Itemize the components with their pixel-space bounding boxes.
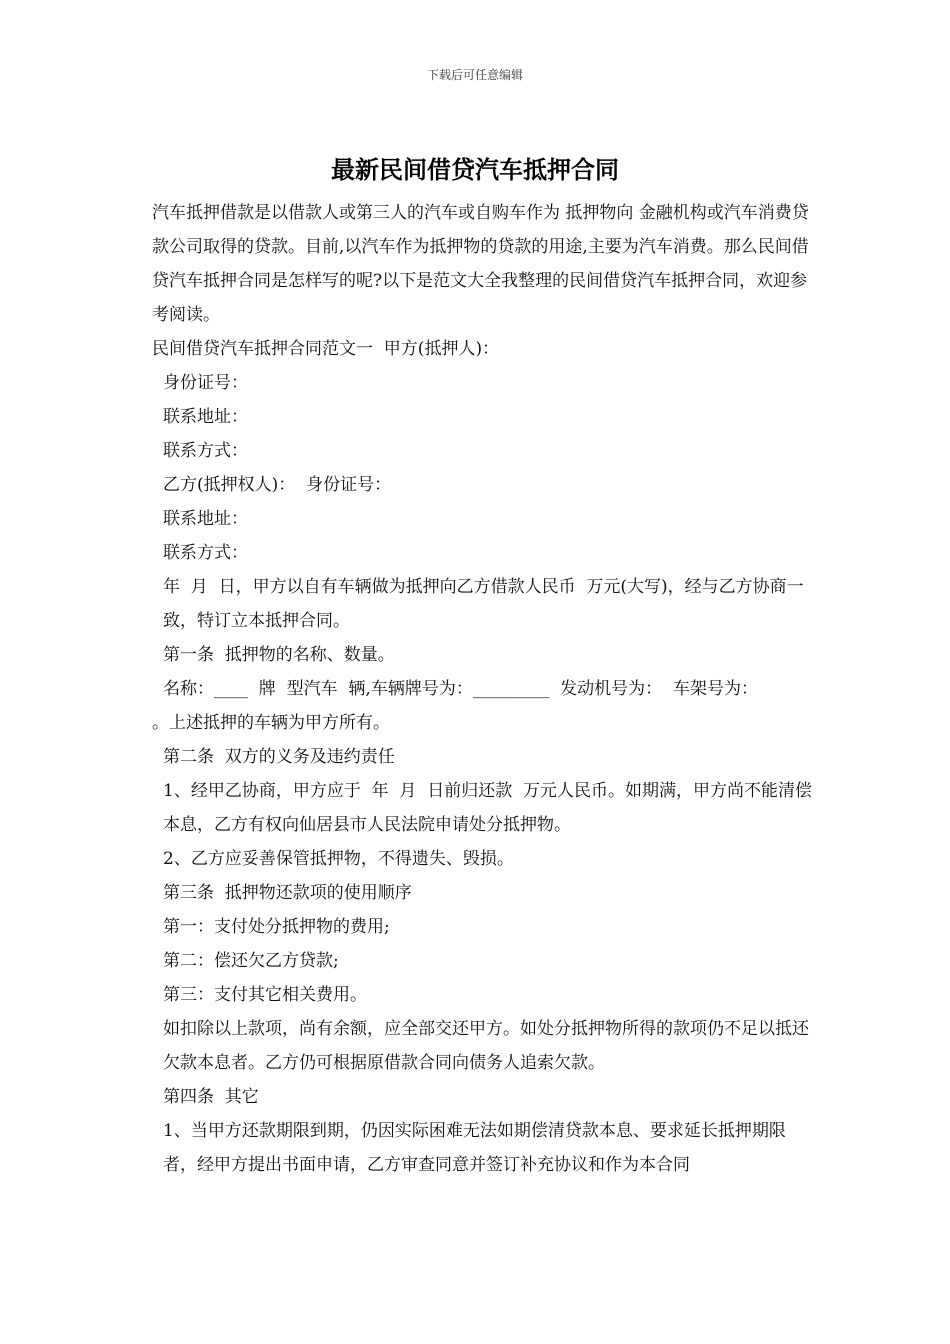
party-a-id-number: 身份证号： xyxy=(163,373,248,393)
document-title: 最新民间借贷汽车抵押合同 xyxy=(331,155,619,184)
party-b-line: 乙方(抵押权人)： 身份证号： xyxy=(163,475,392,495)
article-3-item-3: 第三：支付其它相关费用。 xyxy=(163,985,367,1005)
party-b-contact: 联系方式： xyxy=(163,543,248,563)
intro-paragraph: 汽车抵押借款是以借款人或第三人的汽车或自购车作为 抵押物向 金融机构或汽车消费贷款公司取得的贷款。目前,以汽车作为抵押物的贷款的用途,主要为汽车消费。那么民间借贷汽车抵押合同是怎样写的呢?以下是范文大全我整理的民间借贷汽车抵押合同，欢迎参考阅读。 xyxy=(152,203,809,325)
article-3-item-2: 第二：偿还欠乙方贷款; xyxy=(163,951,339,971)
article-3-remainder: 如扣除以上款项，尚有余额，应全部交还甲方。如处分抵押物所得的款项仍不足以抵还欠款本息者。乙方仍可根据原借款合同向债务人追索欠款。 xyxy=(163,1019,809,1073)
party-a-contact: 联系方式： xyxy=(163,441,248,461)
article-2-heading: 第二条 双方的义务及违约责任 xyxy=(163,747,395,767)
article-4-heading: 第四条 其它 xyxy=(163,1087,259,1107)
collateral-ownership: 。上述抵押的车辆为甲方所有。 xyxy=(152,713,390,733)
article-3-heading: 第三条 抵押物还款项的使用顺序 xyxy=(163,883,412,903)
contract-preamble: 年 月 日，甲方以自有车辆做为抵押向乙方借款人民币 万元(大写)，经与乙方协商一致，特订立本抵押合同。 xyxy=(163,577,804,631)
article-2-clause-2: 2、乙方应妥善保管抵押物，不得遗失、毁损。 xyxy=(163,849,514,869)
article-3-item-1: 第一：支付处分抵押物的费用; xyxy=(163,917,390,937)
party-a-address: 联系地址： xyxy=(163,407,248,427)
article-2-clause-1: 1、经甲乙协商，甲方应于 年 月 日前归还款 万元人民币。如期满，甲方尚不能清偿本息，乙方有权向仙居县市人民法院申请处分抵押物。 xyxy=(163,781,813,835)
article-4-clause-1: 1、当甲方还款期限到期，仍因实际困难无法如期偿清贷款本息、要求延长抵押期限者，经甲方提出书面申请，乙方审查同意并签订补充协议和作为本合同 xyxy=(163,1121,786,1175)
collateral-details: 名称：____ 牌 型汽车 辆,车辆牌号为：_________ 发动机号为： 车架号为： xyxy=(163,679,758,699)
party-b-address: 联系地址： xyxy=(163,509,248,529)
article-1-heading: 第一条 抵押物的名称、数量。 xyxy=(163,645,395,665)
page-header: 下载后可任意编辑 xyxy=(426,68,523,82)
sample-heading-party-a: 民间借贷汽车抵押合同范文一 甲方(抵押人)： xyxy=(152,339,500,359)
document-body xyxy=(143,196,815,1182)
